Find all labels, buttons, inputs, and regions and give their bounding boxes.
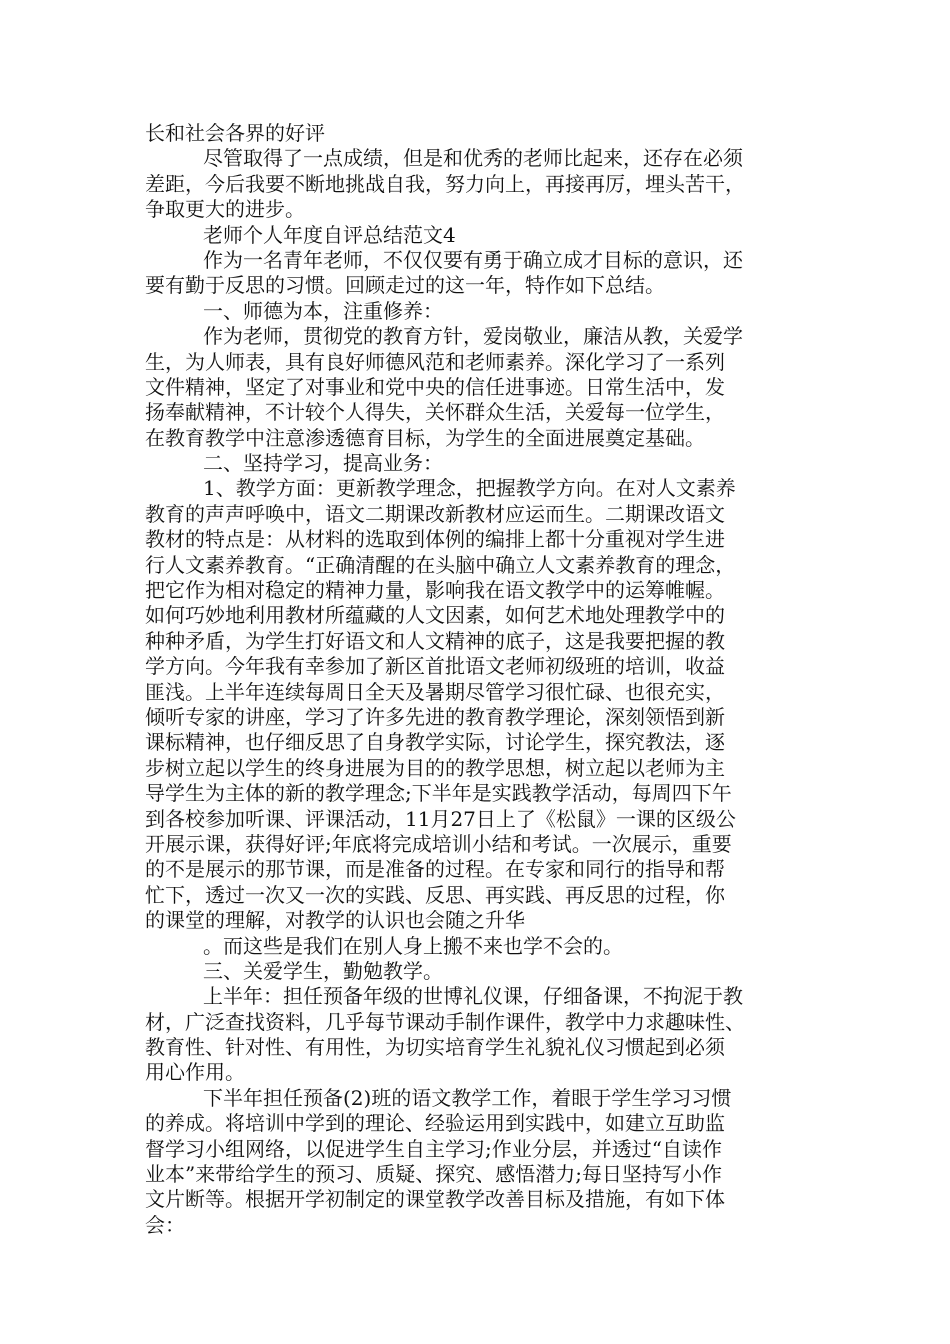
- text-line: 督学习小组网络，以促进学生自主学习;作业分层，并透过“自读作: [145, 1136, 722, 1161]
- text-line: 的养成。将培训中学到的理论、经验运用到实践中，如建立互助监: [145, 1111, 725, 1136]
- text-line: 学方向。今年我有幸参加了新区首批语文老师初级班的培训，收益: [145, 654, 725, 679]
- text-line: 种种矛盾，为学生打好语文和人文精神的底子，这是我要把握的教: [145, 628, 725, 653]
- text-line: 开展示课，获得好评;年底将完成培训小结和考试。一次展示，重要: [145, 831, 732, 856]
- text-line: 长和社会各界的好评: [145, 121, 325, 145]
- text-line: 步树立起以学生的终身进展为目的的教学思想，树立起以老师为主: [145, 755, 725, 780]
- text-line: 教育性、针对性、有用性，为切实培育学生礼貌礼仪习惯起到必须: [145, 1035, 725, 1060]
- text-line: 教育的声声呼唤中，语文二期课改新教材应运而生。二期课改语文: [145, 501, 725, 526]
- text-line: 用心作用。: [145, 1060, 245, 1085]
- text-line: 文件精神，坚定了对事业和党中央的信任进事迹。日常生活中，发: [145, 374, 725, 399]
- text-line: 匪浅。上半年连续每周日全天及暑期尽管学习很忙碌、也很充实，: [145, 679, 725, 704]
- text-line: 教材的特点是：从材料的选取到体例的编排上都十分重视对学生进: [145, 527, 725, 552]
- section-heading: 老师个人年度自评总结范文4: [203, 222, 456, 247]
- section-heading: 二、坚持学习，提高业务：: [203, 451, 443, 476]
- text-line: 下半年担任预备(2)班的语文教学工作，着眼于学生学习习惯: [203, 1085, 732, 1110]
- text-line: 课标精神，也仔细反思了自身教学实际，讨论学生，探究教法，逐: [145, 730, 725, 755]
- text-line: 1、教学方面：更新教学理念，把握教学方向。在对人文素养: [203, 476, 736, 501]
- text-line: 文片断等。根据开学初制定的课堂教学改善目标及措施，有如下体: [145, 1187, 725, 1212]
- text-line: 材，广泛查找资料，几乎每节课动手制作课件，教学中力求趣味性、: [145, 1009, 745, 1034]
- text-line: 作为一名青年老师，不仅仅要有勇于确立成才目标的意识，还: [203, 247, 743, 272]
- text-line: 生，为人师表，具有良好师德风范和老师素养。深化学习了一系列: [145, 349, 725, 374]
- text-line: 作为老师，贯彻党的教育方针，爱岗敬业，廉洁从教，关爱学: [203, 324, 743, 349]
- text-line: 的课堂的理解，对教学的认识也会随之升华: [145, 908, 525, 933]
- text-line: 在教育教学中注意渗透德育目标，为学生的全面进展奠定基础。: [145, 425, 705, 450]
- section-heading: 三、关爱学生，勤勉教学。: [203, 958, 443, 983]
- text-line: 的不是展示的那节课，而是准备的过程。在专家和同行的指导和帮: [145, 857, 725, 882]
- text-line: 到各校参加听课、评课活动，11月27日上了《松鼠》一课的区级公: [145, 806, 736, 831]
- text-line: 如何巧妙地利用教材所蕴藏的人文因素，如何艺术地处理教学中的: [145, 603, 725, 628]
- text-line: 上半年：担任预备年级的世博礼仪课，仔细备课，不拘泥于教: [203, 984, 743, 1009]
- text-line: 行人文素养教育。“正确清醒的在头脑中确立人文素养教育的理念，: [145, 552, 736, 577]
- text-line: 导学生为主体的新的教学理念;下半年是实践教学活动，每周四下午: [145, 781, 732, 806]
- text-line: 。而这些是我们在别人身上搬不来也学不会的。: [203, 933, 623, 958]
- text-line: 会：: [145, 1212, 185, 1237]
- text-line: 差距，今后我要不断地挑战自我，努力向上，再接再厉，埋头苦干，: [145, 171, 745, 196]
- text-line: 要有勤于反思的习惯。回顾走过的这一年，特作如下总结。: [145, 273, 665, 298]
- text-line: 倾听专家的讲座，学习了许多先进的教育教学理论，深刻领悟到新: [145, 704, 725, 729]
- document-body: [145, 121, 805, 1238]
- text-line: 争取更大的进步。: [145, 197, 305, 222]
- text-line: 把它作为相对稳定的精神力量，影响我在语文教学中的运筹帷幄。: [145, 578, 725, 603]
- text-line: 扬奉献精神，不计较个人得失，关怀群众生活，关爱每一位学生，: [145, 400, 725, 425]
- text-line: 业本”来带给学生的预习、质疑、探究、感悟潜力;每日坚持写小作: [145, 1162, 722, 1187]
- text-line: 忙下，透过一次又一次的实践、反思、再实践、再反思的过程，你: [145, 882, 725, 907]
- text-line: 尽管取得了一点成绩，但是和优秀的老师比起来，还存在必须: [203, 146, 743, 171]
- section-heading: 一、师德为本，注重修养：: [203, 298, 443, 323]
